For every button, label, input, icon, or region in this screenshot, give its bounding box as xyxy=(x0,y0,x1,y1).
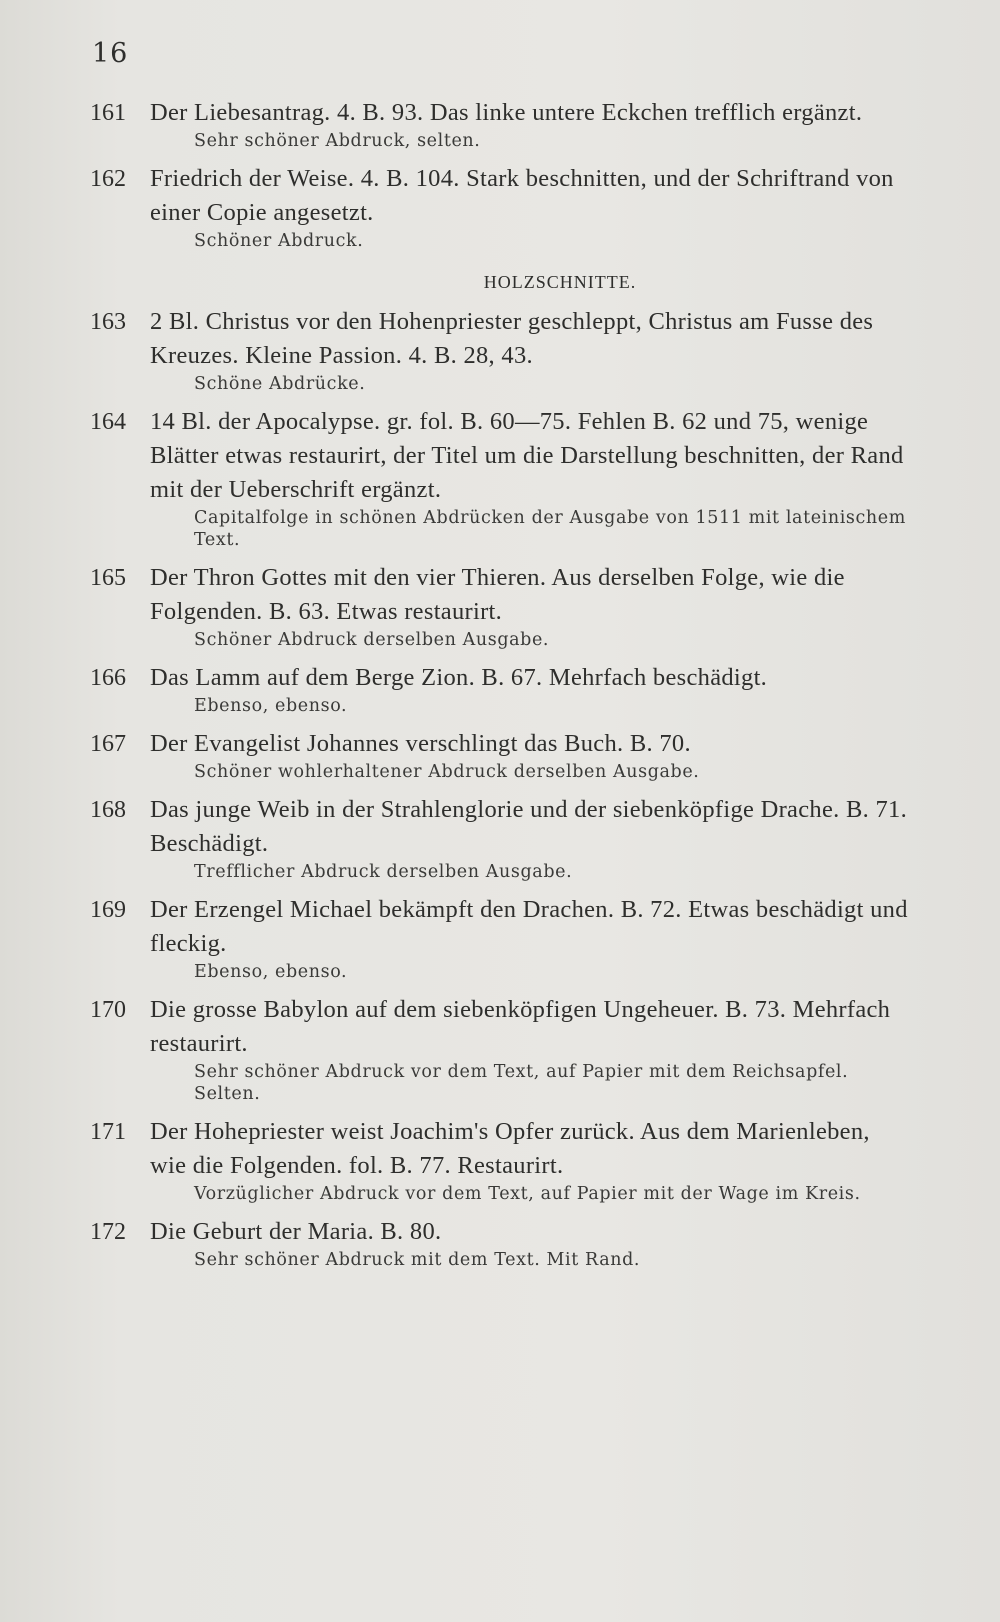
catalogue-entry xyxy=(90,305,910,395)
entry-note: Ebenso, ebenso. xyxy=(194,696,348,716)
entry-number: 168 xyxy=(90,797,126,823)
entry-description: Das Lamm auf dem Berge Zion. B. 67. Mehrfach beschädigt. xyxy=(150,664,768,691)
entry-description: Friedrich der Weise. 4. B. 104. Stark beschnitten, und der Schriftrand von einer Copie angesetzt. xyxy=(150,165,894,226)
catalogue-entry xyxy=(90,727,910,783)
entry-description: Der Erzengel Michael bekämpft den Drachen. B. 72. Etwas beschädigt und fleckig. xyxy=(150,896,908,957)
entry-number: 171 xyxy=(90,1119,126,1145)
entry-number: 164 xyxy=(90,409,126,435)
entry-description: Der Evangelist Johannes verschlingt das Buch. B. 70. xyxy=(150,730,691,757)
catalogue-entry xyxy=(90,893,910,983)
entry-number: 161 xyxy=(90,100,126,126)
entry-number: 166 xyxy=(90,665,126,691)
entry-note: Schöner Abdruck. xyxy=(194,231,364,251)
catalogue-entry xyxy=(90,793,910,883)
catalogue-entry xyxy=(90,1115,910,1205)
entry-description: Der Hohepriester weist Joachim's Opfer zurück. Aus dem Marienleben, wie die Folgenden. fol. B. 77. Restaurirt. xyxy=(150,1118,870,1179)
entry-note: Schöner Abdruck derselben Ausgabe. xyxy=(194,630,550,650)
page-number: 16 xyxy=(92,38,129,69)
entry-number: 169 xyxy=(90,897,126,923)
entry-description: Die grosse Babylon auf dem siebenköpfigen Ungeheuer. B. 73. Mehrfach restaurirt. xyxy=(150,996,891,1057)
entry-description: 14 Bl. der Apocalypse. gr. fol. B. 60—75. Fehlen B. 62 und 75, wenige Blätter etwas restaurirt, der Titel um die Darstellung beschnitten, der Rand mit der Ueberschrift ergänzt. xyxy=(150,408,904,503)
catalogue-entry xyxy=(90,96,910,152)
entry-description: Der Thron Gottes mit den vier Thieren. Aus derselben Folge, wie die Folgenden. B. 63. Etwas restaurirt. xyxy=(150,564,845,625)
entry-number: 162 xyxy=(90,166,126,192)
catalogue-entry xyxy=(90,405,910,551)
entry-note: Ebenso, ebenso. xyxy=(194,962,348,982)
entry-description: Das junge Weib in der Strahlenglorie und der siebenköpfige Drache. B. 71. Beschädigt. xyxy=(150,796,907,857)
entry-description: Die Geburt der Maria. B. 80. xyxy=(150,1218,442,1245)
entry-number: 170 xyxy=(90,997,126,1023)
entry-note: Sehr schöner Abdruck mit dem Text. Mit Rand. xyxy=(194,1250,641,1270)
entry-description: 2 Bl. Christus vor den Hohenpriester geschleppt, Christus am Fusse des Kreuzes. Kleine Passion. 4. B. 28, 43. xyxy=(150,308,874,369)
entry-note: Vorzüglicher Abdruck vor dem Text, auf Papier mit der Wage im Kreis. xyxy=(194,1184,861,1204)
entry-note: Sehr schöner Abdruck vor dem Text, auf Papier mit dem Reichsapfel. Selten. xyxy=(194,1062,849,1104)
entry-note: Sehr schöner Abdruck, selten. xyxy=(194,131,481,151)
entry-description: Der Liebesantrag. 4. B. 93. Das linke untere Eckchen trefflich ergänzt. xyxy=(150,99,863,126)
entry-number: 172 xyxy=(90,1219,126,1245)
section-heading: HOLZSCHNITTE. xyxy=(483,272,637,292)
entry-number: 167 xyxy=(90,731,126,757)
catalogue-content xyxy=(90,96,910,1281)
catalogue-entry xyxy=(90,561,910,651)
entry-note: Trefflicher Abdruck derselben Ausgabe. xyxy=(194,862,573,882)
entry-note: Schöne Abdrücke. xyxy=(194,374,366,394)
catalogue-entry xyxy=(90,661,910,717)
entry-number: 165 xyxy=(90,565,126,591)
catalogue-entry xyxy=(90,1215,910,1271)
entry-note: Capitalfolge in schönen Abdrücken der Ausgabe von 1511 mit lateinischem Text. xyxy=(194,508,906,550)
entry-note: Schöner wohlerhaltener Abdruck derselben Ausgabe. xyxy=(194,762,700,782)
catalogue-entry xyxy=(90,162,910,252)
catalogue-entry xyxy=(90,993,910,1105)
entry-number: 163 xyxy=(90,309,126,335)
